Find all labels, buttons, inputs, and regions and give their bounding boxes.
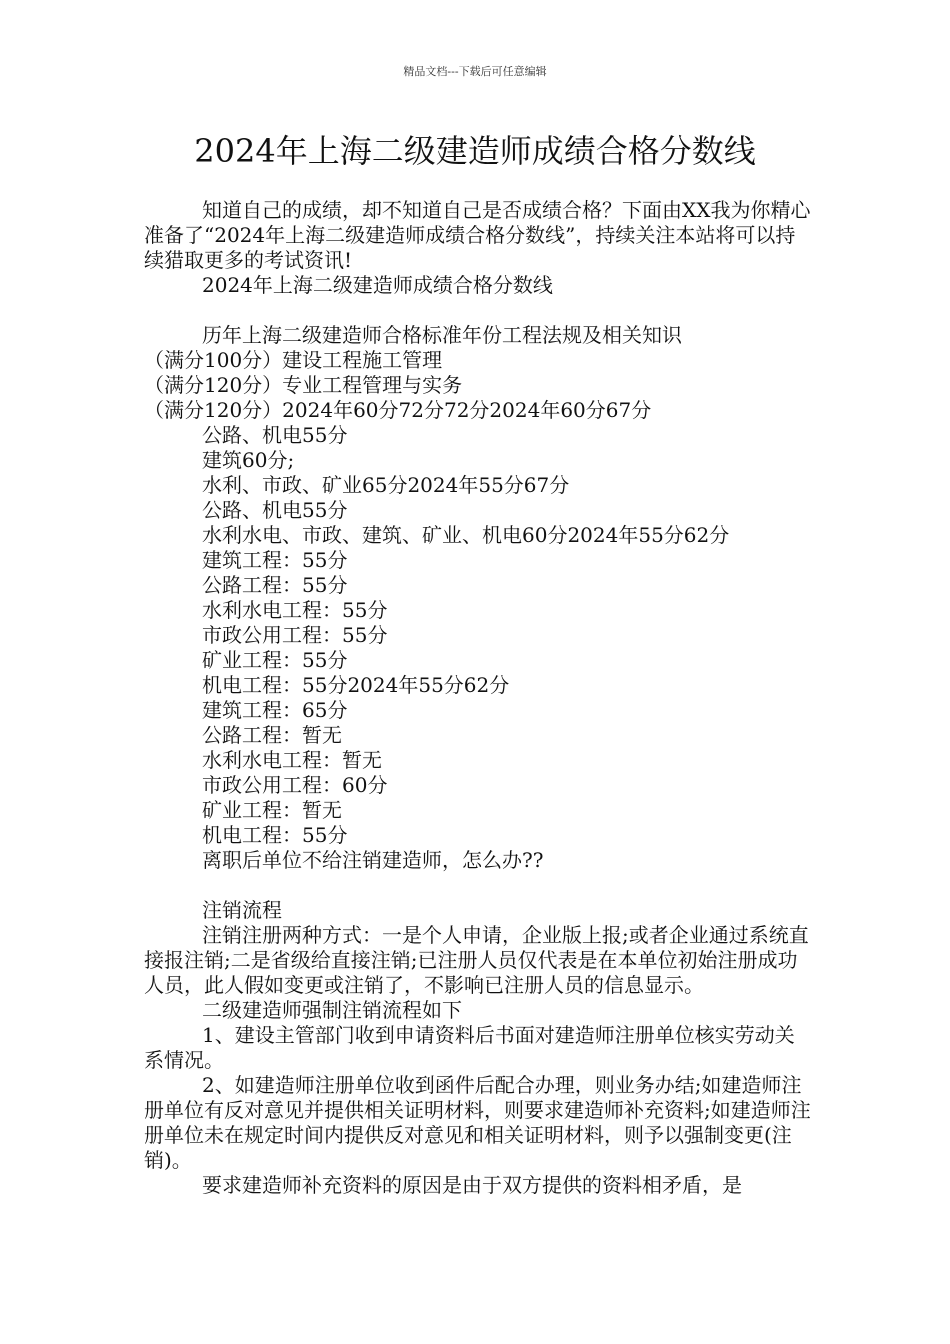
document-title: 2024年上海二级建造师成绩合格分数线 — [194, 132, 756, 170]
list-line: 矿业工程：暂无 — [202, 798, 342, 822]
list-line: 公路工程：55分 — [202, 573, 348, 597]
list-line: 水利、市政、矿业65分2024年55分67分 — [202, 473, 570, 497]
section-heading: 注销流程 — [202, 898, 282, 922]
list-line: 公路工程：暂无 — [202, 723, 342, 747]
list-line: 公路、机电55分 — [202, 423, 348, 447]
list-line: 市政公用工程：55分 — [202, 623, 388, 647]
page-header: 精品文档---下载后可任意编辑 — [403, 65, 547, 78]
document-body — [144, 198, 812, 1198]
step-1-paragraph: 1、建设主管部门收到申请资料后书面对建造师注册单位核实劳动关系情况。 — [144, 1023, 795, 1072]
list-line: 建筑工程：55分 — [202, 548, 348, 572]
score-line: （满分100分）建设工程施工管理 — [144, 348, 443, 372]
reason-paragraph: 要求建造师补充资料的原因是由于双方提供的资料相矛盾，是 — [202, 1173, 742, 1197]
forced-cancel-title: 二级建造师强制注销流程如下 — [202, 998, 462, 1022]
list-line: 机电工程：55分 — [202, 823, 348, 847]
step-2-paragraph: 2、如建造师注册单位收到函件后配合办理，则业务办结;如建造师注册单位有反对意见并提供相关证明材料，则要求建造师补充资料;如建造师注册单位未在规定时间内提供反对意见和相关证明材料，则予以强制变更(注销)。 — [144, 1073, 811, 1172]
list-line: 市政公用工程：60分 — [202, 773, 388, 797]
table-header: 历年上海二级建造师合格标准年份工程法规及相关知识 — [202, 323, 682, 347]
list-line: 水利水电工程：暂无 — [202, 748, 382, 772]
score-line: （满分120分）2024年60分72分72分2024年60分67分 — [144, 398, 652, 422]
intro-paragraph: 知道自己的成绩，却不知道自己是否成绩合格？下面由XX我为你精心准备了“2024年上海二级建造师成绩合格分数线”，持续关注本站将可以持续猎取更多的考试资讯! — [144, 198, 811, 272]
list-line: 机电工程：55分2024年55分62分 — [202, 673, 510, 697]
blank-line — [144, 873, 812, 898]
list-line: 矿业工程：55分 — [202, 648, 348, 672]
cancel-paragraph: 注销注册两种方式：一是个人申请，企业版上报;或者企业通过系统直接报注销;二是省级给直接注销;已注册人员仅代表是在本单位初始注册成功人员，此人假如变更或注销了，不影响已注册人员的信息显示。 — [144, 923, 809, 997]
list-line: 建筑60分; — [202, 448, 295, 472]
list-line: 公路、机电55分 — [202, 498, 348, 522]
score-line: （满分120分）专业工程管理与实务 — [144, 373, 463, 397]
list-line: 离职后单位不给注销建造师，怎么办?? — [202, 848, 544, 872]
list-line: 水利水电、市政、建筑、矿业、机电60分2024年55分62分 — [202, 523, 730, 547]
subtitle: 2024年上海二级建造师成绩合格分数线 — [202, 273, 553, 297]
list-line: 建筑工程：65分 — [202, 698, 348, 722]
list-line: 水利水电工程：55分 — [202, 598, 388, 622]
blank-line — [144, 298, 812, 323]
